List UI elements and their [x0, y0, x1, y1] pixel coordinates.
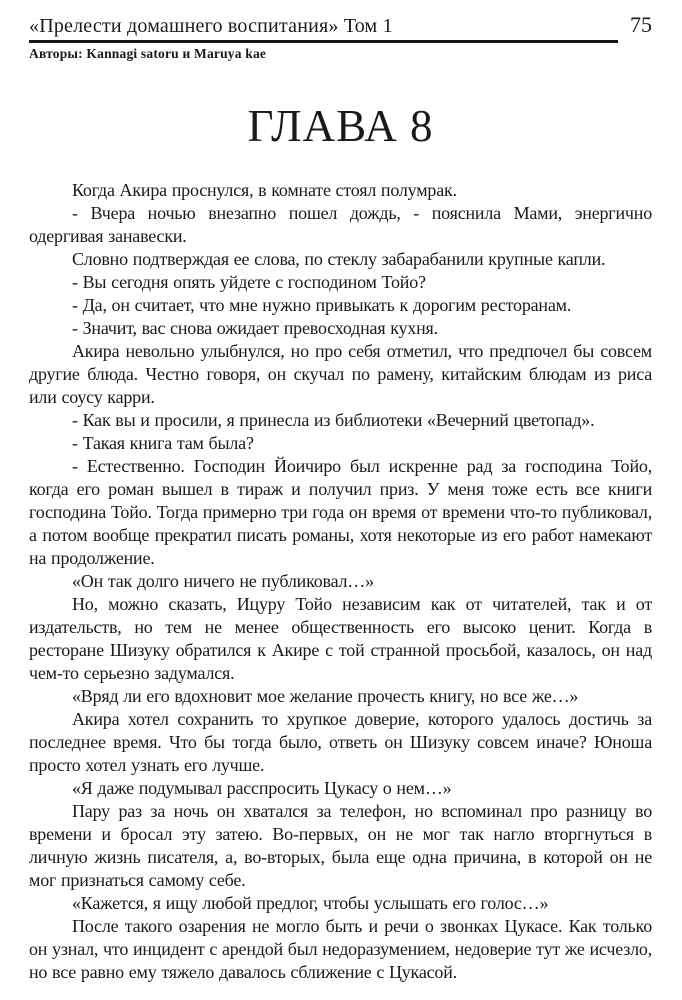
page-number: 75 — [630, 12, 652, 37]
paragraph: «Он так долго ничего не публиковал…» — [72, 570, 374, 591]
paragraph: Когда Акира проснулся, в комнате стоял полумрак. — [72, 179, 457, 200]
paragraph: - Вчера ночью внезапно пошел дождь, - пояснила Мами, энергично одергивая занавески. — [29, 202, 652, 246]
paragraph: - Да, он считает, что мне нужно привыкать к дорогим ресторанам. — [72, 294, 572, 315]
paragraph: Словно подтверждая ее слова, по стеклу забарабанили крупные капли. — [72, 248, 606, 269]
paragraph: - Значит, вас снова ожидает превосходная кухня. — [72, 317, 438, 338]
paragraph: «Я даже подумывал расспросить Цукасу о нем…» — [72, 777, 452, 798]
paragraph: - Такая книга там была? — [72, 432, 254, 453]
paragraph: - Вы сегодня опять уйдете с господином Тойо? — [72, 271, 426, 292]
chapter-text — [29, 179, 652, 984]
paragraph: Пару раз за ночь он хватался за телефон, но вспоминал про разницу во времени и бросал эту затею. Во-первых, он не мог так нагло вторгнуться в личную жизнь писателя, а, во-вторых, была еще одна причина, в которой он не мог признаться самому себе. — [29, 800, 652, 890]
paragraph: «Вряд ли его вдохновит мое желание прочесть книгу, но все же…» — [72, 685, 579, 706]
paragraph: «Кажется, я ищу любой предлог, чтобы услышать его голос…» — [72, 892, 549, 913]
paragraph: - Естественно. Господин Йоичиро был искренне рад за господина Тойо, когда его роман вышел в тираж и получил приз. У меня тоже есть все книги господина Тойо. Тогда примерно три года он время от времени что-то публиковал, а потом вообще прекратил писать романы, хотя некоторые из его работ намекают на продолжение. — [29, 455, 652, 568]
paragraph: Акира невольно улыбнулся, но про себя отметил, что предпочел бы совсем другие блюда. Честно говоря, он скучал по рамену, китайским блюдам из риса или соусу карри. — [29, 340, 652, 407]
page-header — [29, 12, 652, 43]
paragraph: Акира хотел сохранить то хрупкое доверие, которого удалось достичь за последнее время. Что бы тогда было, ответь он Шизуку совсем иначе? Юноша просто хотел узнать его лучше. — [29, 708, 652, 775]
authors-line: Авторы: Kannagi satoru и Maruya kae — [29, 46, 267, 61]
paragraph: Но, можно сказать, Ицуру Тойо независим как от читателей, так и от издательств, но тем не менее общественность его высоко ценит. Когда в ресторане Шизуку обратился к Акире с той странной просьбой, казалось, он над чем-то серьезно задумался. — [29, 593, 652, 683]
paragraph: - Как вы и просили, я принесла из библиотеки «Вечерний цветопад». — [72, 409, 595, 430]
chapter-heading: ГЛАВА 8 — [247, 101, 434, 151]
book-title: «Прелести домашнего воспитания» Том 1 — [29, 15, 618, 43]
paragraph: После такого озарения не могло быть и речи о звонках Цукасе. Как только он узнал, что инцидент с арендой был недоразумением, недоверие тут же исчезло, но все равно ему тяжело давалось сближение с Цукасой. — [29, 915, 652, 982]
